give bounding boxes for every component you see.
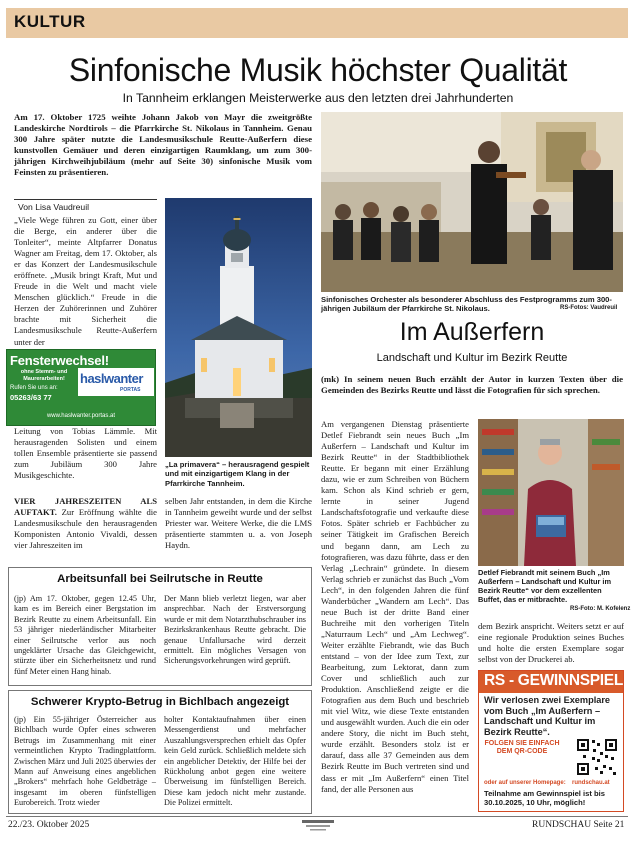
fiebrandt-photo-credit: RS-Foto: M. Kofelenz [570,606,631,612]
news-box-text-left: (jp) Ein 55-jähriger Österreicher aus Bichlbach wurde Opfer eines schweren Betrugs im Zusammenhang mit einer vermeintlichen Krypto Tradingplattform. Zwischen März und Juli 2025 überwies der Mann auf Anweisung eines angeblichen „Brokers“ mehrfach hohe Geldbeträge – insgesamt im oberen fünfstelligen Eurobereich. Trotz wieder [14,715,156,808]
ad-logo: haslwanter [80,371,143,386]
section-label: KULTUR [14,12,86,31]
news-box-text-left: (jp) Am 17. Oktober, gegen 12.45 Uhr, kam es im Bereich einer Bergstation im Bezirk Reutte zu einem Arbeitsunfall. Ein 53 jähriger niederländischer Mitarbeiter einer Seilrutsche verlor aus noch ungeklärter Ursache das Gleichgewicht, stürzte über ein Sicherheitsnetz und rund fünf Meter einen Hang hinab. [14,594,156,676]
ad-call-label: Rufen Sie uns an: [10,385,58,391]
footer-date: 22./23. Oktober 2025 [8,820,90,830]
publisher-logo-icon [300,818,336,832]
body-paragraph-middle: selben Jahr entstanden, in dem die Kirche in Tannheim geweiht wurde und der selbst Priester war. Weitere Werke, die die LMS präsentierte stammten u. a. von Joseph Haydn. [165,496,312,551]
section-band [6,8,628,38]
subhead-text: Zur Eröffnung wählte die Landesmusikschule den herausragenden Komponisten Antonio Vivaldi, dessen vier Jahreszeiten im [14,507,157,551]
subhead-vier-jahreszeiten: VIER JAHRESZEITEN ALS AUFTAKT. [14,496,157,518]
byline: Von Lisa Vaudreuil [18,202,90,212]
church-photo [165,198,312,457]
footer-rule [6,816,628,817]
news-box-title: Arbeitsunfall bei Seilrutsche in Reutte [57,573,263,585]
ad-url[interactable]: www.haslwanter.portas.at [46,413,116,419]
article-lead: Am 17. Oktober 1725 weihte Johann Jakob von Mayr die zweitgrößte Landeskirche Nordtirols – die Pfarrkirche St. Nikolaus in Tannheim. Genau 300 Jahre später nutzte die Landesmusikschule Reutte-Außerfern diese kunstvollen Gemäuer und deren einzigartigen Raumklang, um zum 300-jährigen Kirchweihjubiläum (mehr auf Seite 30) sinfonische Musik vom Feinsten zu präsentieren. [14,112,312,178]
gewinnspiel-deadline: Teilnahme am Gewinnspiel ist bis 30.10.2025, 10 Uhr, möglich! [484,789,605,807]
fiebrandt-photo [478,419,624,566]
orchestra-photo [321,112,623,292]
byline-rule [14,199,157,200]
ausserfern-body-right: dem Bezirk anspricht. Weiters setzt er auf eine regionale Produktion seines Buches und holte die ersten Exemplare sogar selbst von der Druckerei ab. [478,621,624,665]
gewinnspiel-homepage-link[interactable]: rundschau.at [572,780,610,786]
headline-subtitle: In Tannheim erklangen Meisterwerke aus den letzten drei Jahrhunderten [122,91,514,105]
news-box-text-right: Der Mann blieb verletzt liegen, war aber ansprechbar. Nach der Erstversorgung wurde er mit dem Notarzthubschrauber ins Bezirkskrankenhaus Reutte gebracht. Die genaue Unfallursache wird derzeit ermittelt. Ein mögliches Versagen von Sicherungsvorkehrungen wird geprüft. [164,594,306,666]
body-paragraph-3 [14,496,157,551]
ausserfern-title: Im Außerfern [399,318,545,346]
footer-page-number: RUNDSCHAU Seite 21 [532,820,625,830]
fiebrandt-photo-caption: Detlef Fiebrandt mit seinem Buch „Im Außerfern – Landschaft und Kultur im Bezirk Reutte“ vor dem exzellenten Buffet, das er mitbrachte. [478,568,612,604]
ad-subtitle: ohne Stemm- und Maurerarbeiten! [20,369,68,382]
gewinnspiel-title: RS - GEWINNSPIEL [484,672,624,689]
news-box-text-right: holter Kontaktaufnahmen über einen Messengerdienst und mehrfacher Auszahlungsversprechen erhielt das Opfer kein Geld zurück. Schließlich meldete sich ein angeblicher Detektiv, der Hilfe bei der Rückholung anbot gegen eine weitere Überweisung im fünfstelligen Bereich. Diese kam jedoch nicht mehr zustande. Die Polizei ermittelt. [164,715,306,808]
orchestra-photo-caption: Sinfonisches Orchester als besonderer Abschluss des Festprogramms zum 300-jährigen Jubiläum der Pfarrkirche St. Nikolaus. [321,295,612,314]
orchestra-photo-credit: RS-Fotos: Vaudreuil [560,305,618,311]
body-paragraph-1: „Viele Wege führen zu Gott, einer über die Berge, ein anderer über die Tonleiter“, meinte Altpfarrer Donatus Wagner am Freitag, dem 17. Oktober, als er das Konzert der Landesmusikschule eröffnete. „Musik bringt Kraft, Mut und Freude in die Welt und macht viele Menschen glücklich.“ Freude in die Herzen der Zuhörerinnen und Zuhörer brachte mit Sicherheit die Landesmusikschule Reutte-Außerfern unter der [14,215,157,347]
ausserfern-lead: (mk) In seinem neuen Buch erzählt der Autor in kurzen Texten über die Gemeinden des Bezirks Reutte und lässt die Fotografien für sich sprechen. [321,374,623,396]
gewinnspiel-text: Wir verlosen zwei Exemplare vom Buch „Im Außerfern – Landschaft und Kultur im Bezirk Reutte“. [484,695,611,737]
ausserfern-body: Am vergangenen Dienstag präsentierte Detlef Fiebrandt sein neues Buch „Im Außerfern – Landschaft und Kultur im Bezirk Reutte“ in der Stadtbibliothek Reutte. Er begann mit einer Erzählung dazu, wie er zum Schreiben von Büchern kam. Schon als Kind schrieb er gern, lernte in seiner Jugend Landschaftsfotografie und verkaufte diese Fotos. Später schrieb er Fachbücher zu seiner Tätigkeit im Grafischen Bereich und begann dann, am Lech zu fotografieren, was dazu führte, dass er den Verlag „Lechrain“ gründete. In diesem Verlag schrieb er zunächst das Buch „Vom Lech“, in den folgenden Jahren die fünf Wanderbücher „Wandern am Lech“. Das neue Buch ist der dritte Band einer Buchreihe mit den vorherigen Titeln „Naturraum Lech“ und „Am Lechweg“. Weiter erzählte Fiebrandt, wie das Buch entstand – von der Idee zum Text, zur Bearbeitung, zum Lektorat, dann zum Cover und schließlich auch zur Produktion. Anschließend zeigte er die Fotografien aus dem Buch und beschrieb mit viel Witz, wie diese Texte entstanden und ausgewählt wurden. Auch die ein oder andere Story, die nicht im Buch steht, wurde erzählt. Besonders stolz ist er darauf, dass alle 37 Gemeinden aus dem Bezirk Reutte im Buch vertreten sind und dass er mit „Im Außerfern“ einen Titel fand, der alle Personen aus [321,419,469,794]
church-photo-caption: „La primavera“ – herausragend gespielt und mit einzigartigem Klang in der Pfarrkirche Tannheim. [165,460,310,488]
gewinnspiel-homepage-label: oder auf unserer Homepage: [484,780,566,786]
headline-title: Sinfonische Musik höchster Qualität [68,52,568,88]
ad-phone: 05263/63 77 [10,393,52,402]
gewinnspiel-follow: FOLGEN SIE EINFACH DEM QR-CODE [484,740,560,756]
ausserfern-subtitle: Landschaft und Kultur im Bezirk Reutte [376,352,568,364]
ad-logo-sub: PORTAS [120,387,141,393]
ad-title: Fensterwechsel! [10,353,109,368]
news-box-title: Schwerer Krypto-Betrug in Bichlbach angezeigt [30,696,290,708]
body-paragraph-2: Leitung von Tobias Lämmle. Mit herausragenden Solisten und einem tollen Ensemble präsentierte sie passend zum Jubiläum 300 Jahre Musikgeschichte. [14,426,157,481]
qr-code-icon[interactable] [575,737,619,777]
